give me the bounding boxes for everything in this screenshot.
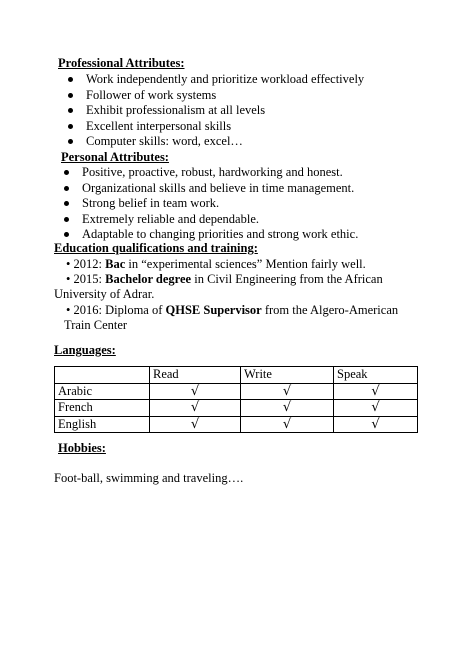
language-name: Arabic [55,383,150,400]
edu-prefix: • 2012: [66,257,106,271]
list-item: Computer skills: word, excel… [58,134,364,150]
education-entry-2015 [66,272,383,288]
write-check: √ [241,383,334,400]
list-item: Positive, proactive, robust, hardworking and honest. [54,165,358,181]
table-row [55,416,418,433]
edu-prefix: • 2016: Diploma of [66,303,166,317]
table-header-cell: Write [241,367,334,384]
list-item: Adaptable to changing priorities and strong work ethic. [54,227,358,243]
table-row [55,383,418,400]
professional-attributes-list [58,72,364,150]
list-item: Excellent interpersonal skills [58,119,364,135]
education-entry-2016-continued: Train Center [64,318,128,332]
write-check: √ [241,416,334,433]
personal-attributes-heading: Personal Attributes: [61,150,169,164]
edu-degree: Bachelor degree [105,272,192,286]
table-row [55,400,418,417]
edu-prefix: • 2015: [66,272,106,286]
list-item: Work independently and prioritize workload effectively [58,72,364,88]
edu-detail: from the Algero-American [261,303,399,317]
table-header-row [55,367,418,384]
list-item: Strong belief in team work. [54,196,358,212]
languages-heading: Languages: [54,343,116,357]
list-item: Organizational skills and believe in time management. [54,181,358,197]
speak-check: √ [334,400,418,417]
hobbies-text: Foot-ball, swimming and traveling…. [54,471,244,485]
speak-check: √ [334,416,418,433]
speak-check: √ [334,383,418,400]
language-name: English [55,416,150,433]
read-check: √ [150,383,241,400]
read-check: √ [150,400,241,417]
write-check: √ [241,400,334,417]
education-heading: Education qualifications and training: [54,241,258,255]
list-item: Exhibit professionalism at all levels [58,103,364,119]
edu-degree: QHSE Supervisor [165,303,262,317]
education-entry-2012 [66,257,366,273]
education-entry-2015-continued: University of Adrar. [54,287,155,301]
table-header-cell: Read [150,367,241,384]
languages-table [54,366,418,433]
professional-attributes-heading: Professional Attributes: [58,56,185,70]
edu-degree: Bac [105,257,126,271]
table-header-cell: Speak [334,367,418,384]
hobbies-heading: Hobbies: [58,441,106,455]
personal-attributes-list [54,165,358,243]
edu-detail: in “experimental sciences” Mention fairly well. [125,257,366,271]
language-name: French [55,400,150,417]
education-entry-2016 [66,303,398,319]
edu-detail: in Civil Engineering from the African [191,272,383,286]
table-header-cell [55,367,150,384]
read-check: √ [150,416,241,433]
list-item: Extremely reliable and dependable. [54,212,358,228]
list-item: Follower of work systems [58,88,364,104]
